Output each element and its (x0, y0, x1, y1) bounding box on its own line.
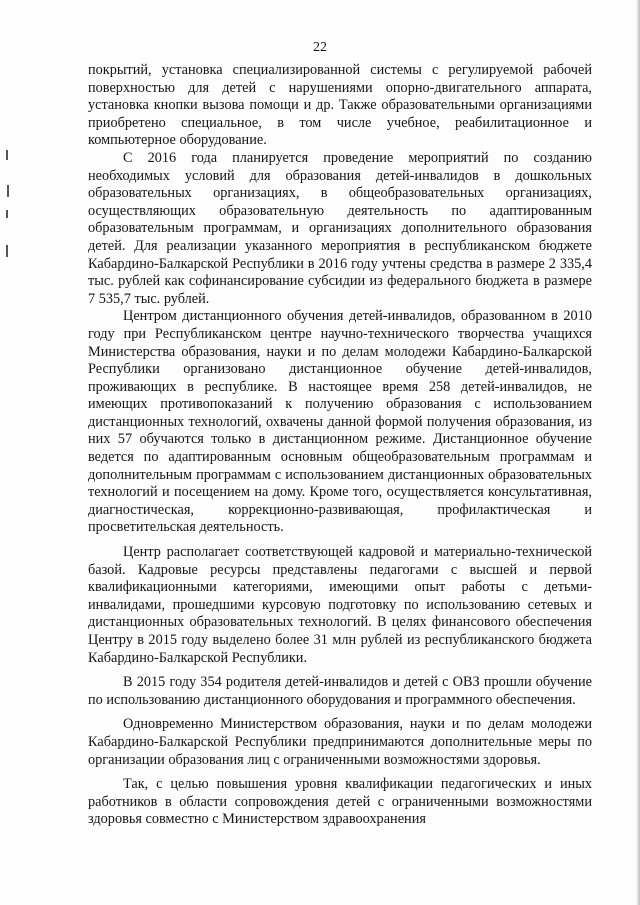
paragraph-parents-training: В 2015 году 354 родителя детей-инвалидов и детей с ОВЗ прошли обучение по использованию дистанционного оборудования и программного обеспечения. (88, 674, 592, 708)
paragraph-center-resources: Центр располагает соответствующей кадровой и материально-технической базой. Кадровые ресурсы представлены педагогами с высшей и первой квалификационными категориями, имеющими опыт работы с детьми-инвалидами, прошедшими курсовую подготовку по использованию сетевых и дистанционных образовательных технологий. В целях финансового обеспечения Центру в 2015 году выделено более 31 млн рублей из республиканского бюджета Кабардино-Балкарской Республики. (88, 544, 592, 666)
paragraph-distance-center: Центром дистанционного обучения детей-инвалидов, образованном в 2010 году при Республиканском центре научно-технического творчества учащихся Министерства образования, науки и по делам молодежи Кабардино-Балкарской Республики организовано дистанционное обучение детей-инвалидов, проживающих в республике. В настоящее время 258 детей-инвалидов, не имеющих противопоказаний к получению образования с использованием дистанционных технологий, охвачены данной формой получения образования, из них 57 обучаются только в дистанционном режиме. Дистанционное обучение ведется по адаптированным основным общеобразовательным программам и дополнительным программам с использованием дистанционных образовательных технологий и посещением на дому. Кроме того, осуществляется консультативная, диагностическая, коррекционно-развивающая, профилактическая и просветительская деятельность. (88, 308, 592, 536)
paragraph-equipment-continued: покрытий, установка специализированной системы с регулируемой рабочей поверхностью для детей с нарушениями опорно-двигательного аппарата, установка кнопки вызова помощи и др. Также образовательными организациями приобретено специальное, в том числе учебное, реабилитационное и компьютерное оборудование. (88, 62, 592, 149)
paragraph-qualification: Так, с целью повышения уровня квалификации педагогических и иных работников в области сопровождения детей с ограниченными возможностями здоровья совместно с Министерством здравоохранения (88, 776, 592, 828)
scan-artifact-mark (6, 245, 8, 257)
paragraph-2016-plans: С 2016 года планируется проведение мероприятий по созданию необходимых условий для образования детей-инвалидов в дошкольных образовательных организациях, в общеобразовательных организациях, осуществляющих образовательную деятельность по адаптированным образовательным программам, и организациях дополнительного образования детей. Для реализации указанного мероприятия в республиканском бюджете Кабардино-Балкарской Республики в 2016 году учтены средства в размере 2 335,4 тыс. рублей как софинансирование субсидии из федерального бюджета в размере 7 535,7 тыс. рублей. (88, 149, 592, 307)
body-text (88, 62, 592, 829)
page-number: 22 (313, 40, 327, 55)
scan-artifact-mark (6, 150, 8, 160)
paragraph-additional-measures: Одновременно Министерством образования, науки и по делам молодежи Кабардино-Балкарской Республики предпринимаются дополнительные меры по организации образования лиц с ограниченными возможностями здоровья. (88, 716, 592, 768)
scan-artifact-mark (7, 185, 9, 197)
scan-artifact-mark (6, 210, 8, 218)
page-edge-shadow (636, 0, 640, 905)
